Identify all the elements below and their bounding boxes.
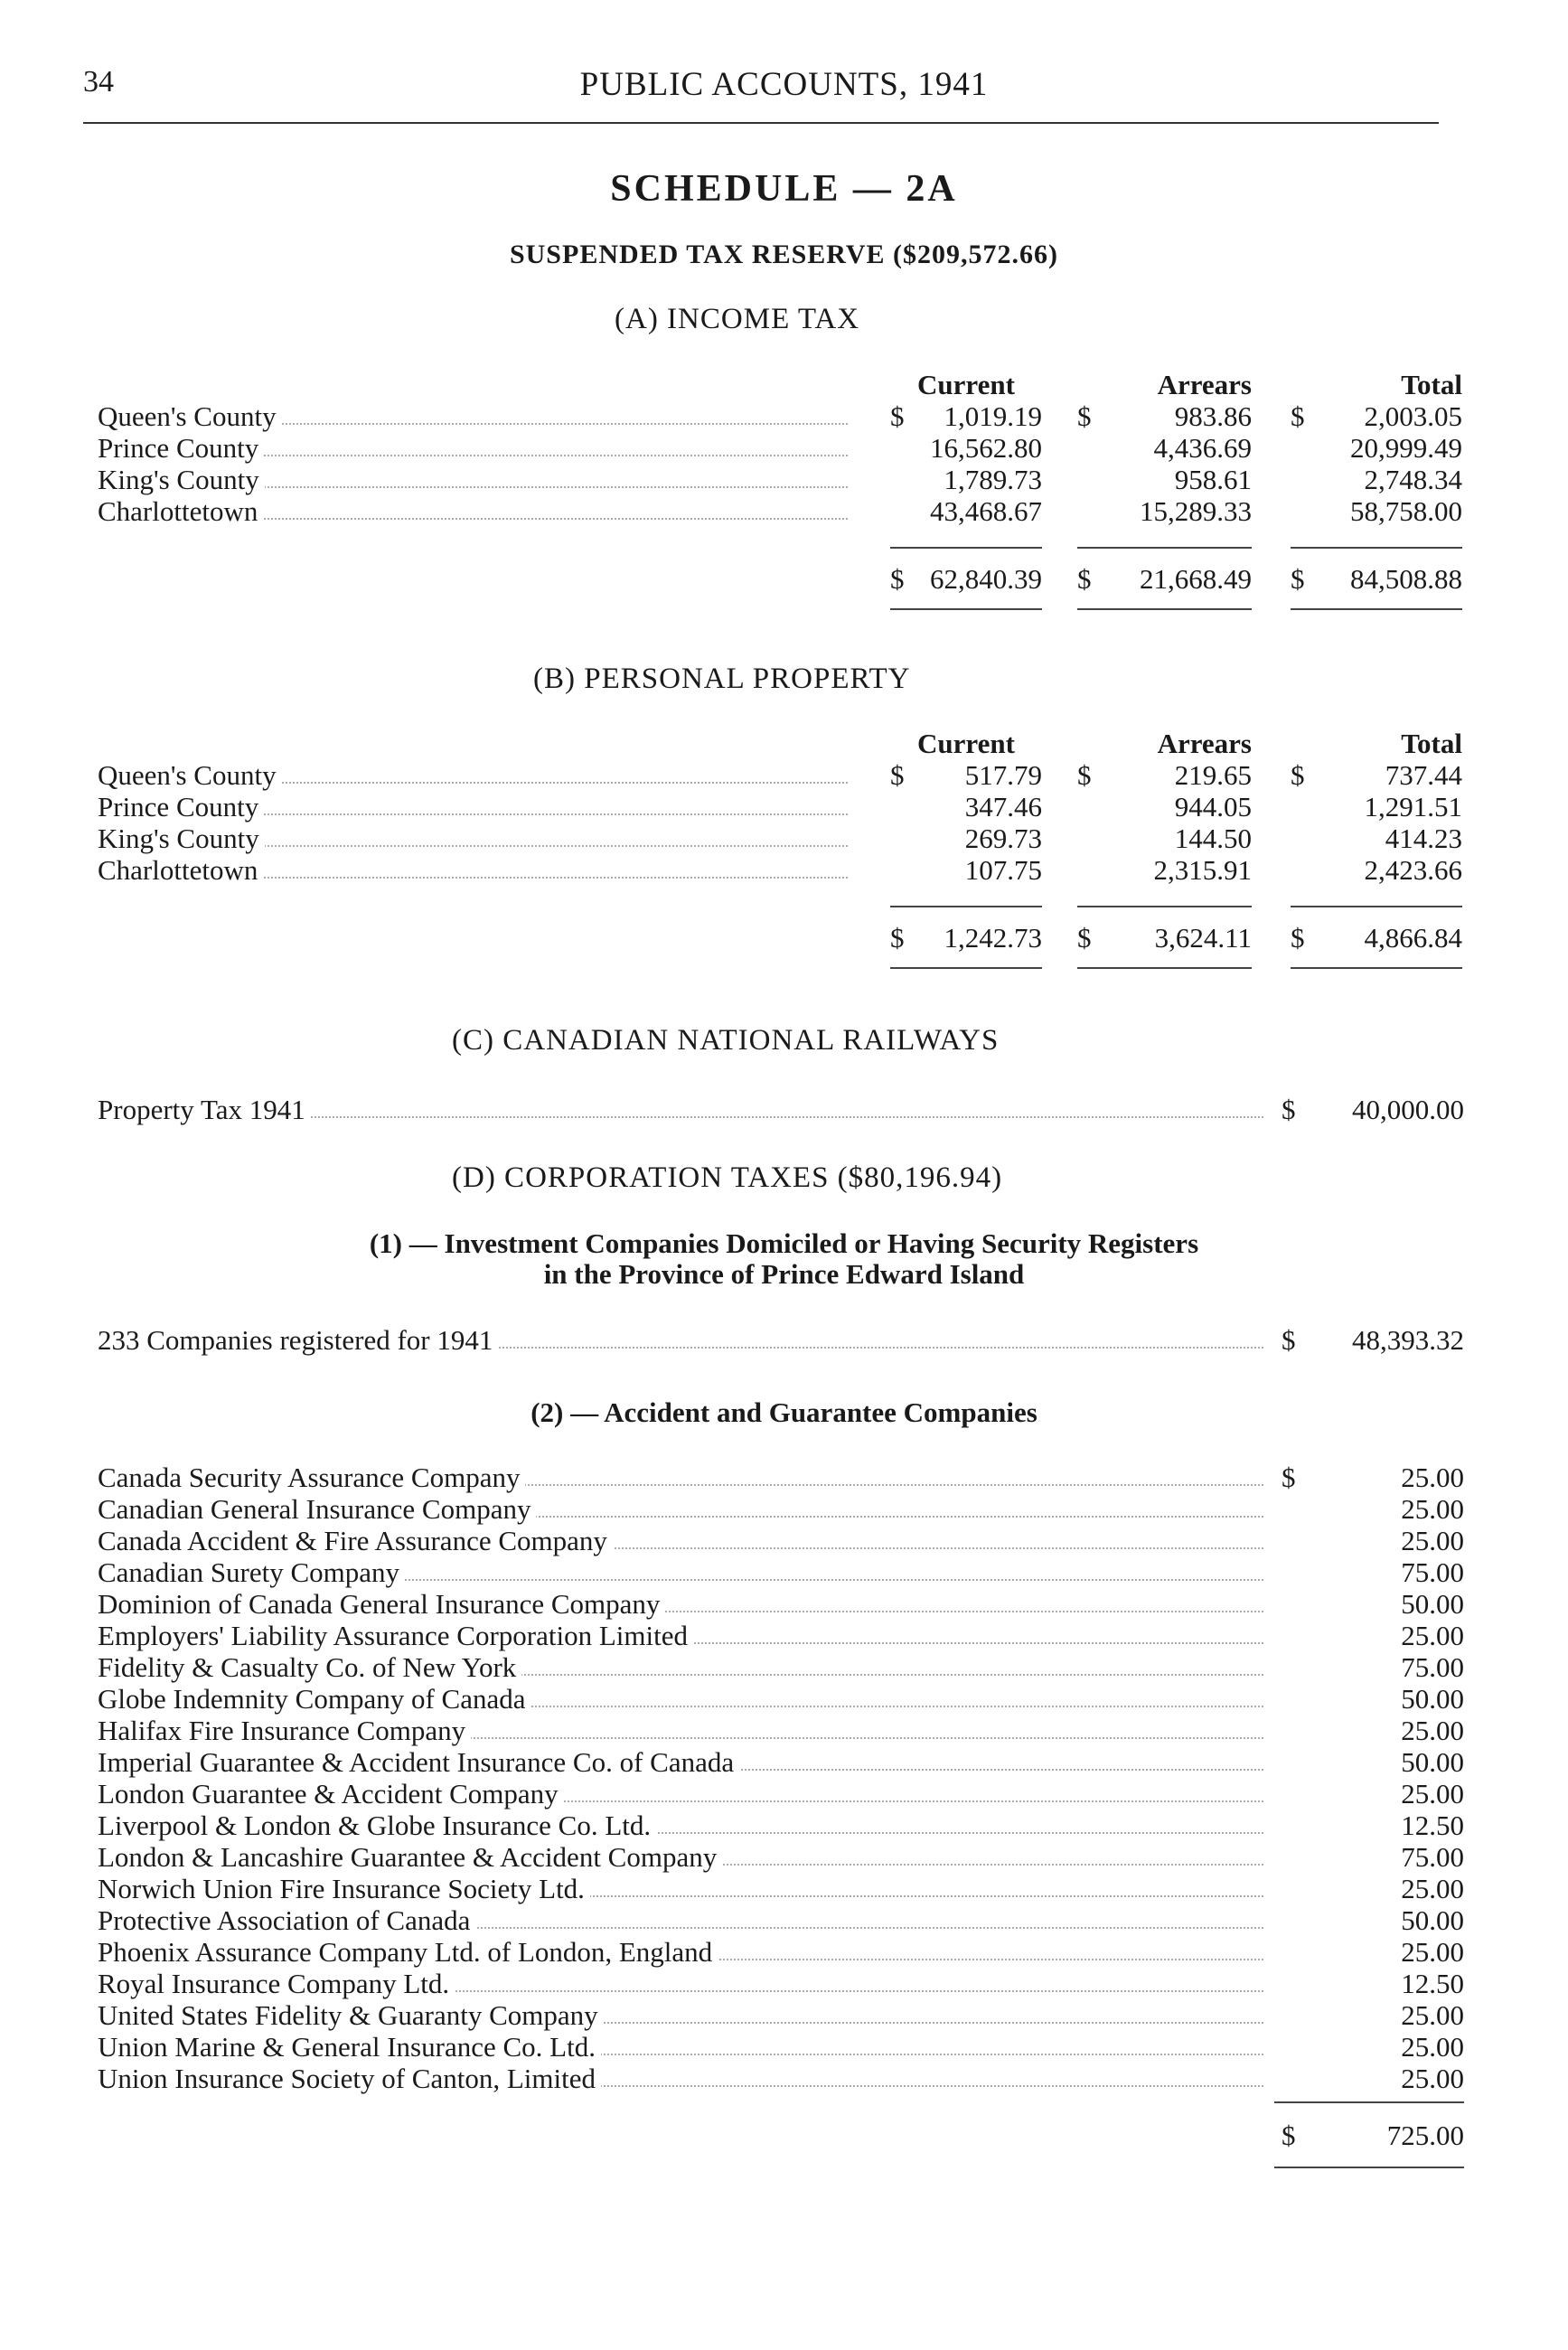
personal-property-row-label bbox=[98, 791, 848, 823]
personal-property-arrears-value: 944.05 bbox=[1174, 791, 1252, 822]
currency-symbol: $ bbox=[1077, 563, 1092, 595]
company-amount: 25.00 bbox=[1401, 1462, 1464, 1493]
personal-property-sum-rule bbox=[890, 906, 1042, 907]
investment-amount: 48,393.32 bbox=[1352, 1324, 1464, 1356]
accident-sum-rule bbox=[1274, 2101, 1464, 2103]
accident-title: (2) — Accident and Guarantee Companies bbox=[530, 1396, 1038, 1428]
currency-symbol: $ bbox=[1077, 922, 1092, 954]
income-tax-row-label bbox=[98, 464, 848, 496]
income-tax-title: (A) INCOME TAX bbox=[615, 303, 860, 335]
accident-total: 725.00 bbox=[1386, 2120, 1464, 2151]
company-amount: 50.00 bbox=[1401, 1588, 1464, 1620]
currency-symbol: $ bbox=[1282, 2120, 1296, 2151]
company-row-label bbox=[98, 1462, 1263, 1494]
company-amount: 75.00 bbox=[1401, 1651, 1464, 1683]
personal-property-current-total: 1,242.73 bbox=[944, 922, 1042, 954]
company-name: Employers' Liability Assurance Corporation Limited bbox=[98, 1620, 693, 1651]
income-tax-current-value: 16,562.80 bbox=[930, 432, 1042, 464]
schedule-title: SCHEDULE — 2A bbox=[610, 168, 958, 210]
company-amount: 25.00 bbox=[1401, 1715, 1464, 1746]
company-row-label bbox=[98, 1715, 1263, 1747]
personal-property-sum-rule bbox=[1291, 906, 1462, 907]
currency-symbol: $ bbox=[1077, 759, 1092, 791]
personal-property-total-rule bbox=[890, 967, 1042, 969]
company-amount: 25.00 bbox=[1401, 1778, 1464, 1810]
cnr-row-label bbox=[98, 1094, 1263, 1126]
personal-property-arrears-value: 219.65 bbox=[1174, 759, 1252, 791]
company-name: Imperial Guarantee & Accident Insurance Co. of Canada bbox=[98, 1746, 739, 1778]
company-name: Fidelity & Casualty Co. of New York bbox=[98, 1651, 521, 1683]
company-amount: 50.00 bbox=[1401, 1904, 1464, 1936]
company-amount: 50.00 bbox=[1401, 1683, 1464, 1715]
company-amount: 25.00 bbox=[1401, 1936, 1464, 1968]
income-tax-total-rule bbox=[1077, 608, 1252, 610]
company-name: Canadian General Insurance Company bbox=[98, 1493, 536, 1525]
investment-title-line1: (1) — Investment Companies Domiciled or Having Security Registers bbox=[369, 1227, 1199, 1259]
company-name: Dominion of Canada General Insurance Company bbox=[98, 1588, 665, 1620]
personal-property-colhead-arrears: Arrears bbox=[1157, 728, 1252, 759]
personal-property-row-label-text: King's County bbox=[98, 822, 265, 854]
company-name: Globe Indemnity Company of Canada bbox=[98, 1683, 531, 1715]
company-name: Halifax Fire Insurance Company bbox=[98, 1715, 471, 1746]
company-name: Liverpool & London & Globe Insurance Co. Ltd. bbox=[98, 1810, 656, 1841]
income-tax-arrears-value: 15,289.33 bbox=[1140, 495, 1252, 527]
company-row-label bbox=[98, 1778, 1263, 1810]
income-tax-row-label-text: Prince County bbox=[98, 432, 264, 464]
page-header-title: PUBLIC ACCOUNTS, 1941 bbox=[579, 66, 989, 103]
currency-symbol: $ bbox=[890, 922, 905, 954]
company-row-label bbox=[98, 1746, 1263, 1779]
company-row-label bbox=[98, 1493, 1263, 1526]
company-row-label bbox=[98, 2063, 1263, 2095]
header-rule bbox=[83, 122, 1439, 124]
personal-property-title: (B) PERSONAL PROPERTY bbox=[533, 663, 911, 695]
company-row-label bbox=[98, 1525, 1263, 1557]
company-amount: 25.00 bbox=[1401, 1525, 1464, 1556]
company-row-label bbox=[98, 1588, 1263, 1621]
personal-property-colhead-total: Total bbox=[1401, 728, 1462, 759]
income-tax-sum-rule bbox=[1291, 547, 1462, 549]
personal-property-arrears-value: 2,315.91 bbox=[1153, 854, 1252, 886]
company-amount: 25.00 bbox=[1401, 1873, 1464, 1904]
page-number: 34 bbox=[83, 65, 114, 99]
income-tax-arrears-value: 983.86 bbox=[1174, 400, 1252, 432]
company-amount: 75.00 bbox=[1401, 1841, 1464, 1873]
company-row-label bbox=[98, 1936, 1263, 1969]
company-row-label bbox=[98, 1873, 1263, 1905]
personal-property-total-rule bbox=[1291, 967, 1462, 969]
income-tax-current-value: 1,019.19 bbox=[944, 400, 1042, 432]
personal-property-row-label-text: Prince County bbox=[98, 791, 264, 822]
company-amount: 25.00 bbox=[1401, 2063, 1464, 2094]
income-tax-total-value: 20,999.49 bbox=[1350, 432, 1462, 464]
personal-property-total-value: 2,423.66 bbox=[1364, 854, 1462, 886]
company-row-label bbox=[98, 1904, 1263, 1937]
income-tax-current-total: 62,840.39 bbox=[930, 563, 1042, 595]
currency-symbol: $ bbox=[1282, 1094, 1296, 1125]
company-amount: 25.00 bbox=[1401, 1620, 1464, 1651]
income-tax-colhead-arrears: Arrears bbox=[1157, 369, 1252, 400]
company-row-label bbox=[98, 2031, 1263, 2063]
company-name: Norwich Union Fire Insurance Society Ltd. bbox=[98, 1873, 590, 1904]
income-tax-total-total: 84,508.88 bbox=[1350, 563, 1462, 595]
accident-total-rule bbox=[1274, 2167, 1464, 2168]
company-row-label bbox=[98, 1620, 1263, 1652]
income-tax-arrears-value: 958.61 bbox=[1174, 464, 1252, 495]
currency-symbol: $ bbox=[1282, 1462, 1296, 1493]
company-row-label bbox=[98, 1683, 1263, 1716]
income-tax-total-rule bbox=[890, 608, 1042, 610]
currency-symbol: $ bbox=[890, 759, 905, 791]
personal-property-total-value: 1,291.51 bbox=[1364, 791, 1462, 822]
company-row-label bbox=[98, 1968, 1263, 2000]
personal-property-row-label-text: Charlottetown bbox=[98, 854, 263, 886]
company-name: Canada Security Assurance Company bbox=[98, 1462, 525, 1493]
personal-property-current-value: 347.46 bbox=[964, 791, 1042, 822]
personal-property-current-value: 107.75 bbox=[964, 854, 1042, 886]
income-tax-row-label-text: King's County bbox=[98, 464, 265, 495]
company-amount: 25.00 bbox=[1401, 1999, 1464, 2031]
company-amount: 12.50 bbox=[1401, 1810, 1464, 1841]
personal-property-colhead-current: Current bbox=[917, 728, 1015, 759]
personal-property-total-value: 414.23 bbox=[1385, 822, 1462, 854]
currency-symbol: $ bbox=[1282, 1324, 1296, 1356]
schedule-subtitle: SUSPENDED TAX RESERVE ($209,572.66) bbox=[509, 240, 1059, 269]
currency-symbol: $ bbox=[1077, 400, 1092, 432]
personal-property-current-value: 269.73 bbox=[964, 822, 1042, 854]
income-tax-arrears-total: 21,668.49 bbox=[1140, 563, 1252, 595]
income-tax-sum-rule bbox=[890, 547, 1042, 549]
income-tax-total-value: 2,748.34 bbox=[1364, 464, 1462, 495]
company-name: United States Fidelity & Guaranty Company bbox=[98, 1999, 604, 2031]
company-name: Union Marine & General Insurance Co. Ltd. bbox=[98, 2031, 601, 2063]
company-amount: 12.50 bbox=[1401, 1968, 1464, 1999]
income-tax-row-label bbox=[98, 400, 848, 433]
income-tax-row-label-text: Charlottetown bbox=[98, 495, 263, 527]
income-tax-row-label bbox=[98, 495, 848, 528]
income-tax-total-rule bbox=[1291, 608, 1462, 610]
personal-property-row-label-text: Queen's County bbox=[98, 759, 282, 791]
company-name: Royal Insurance Company Ltd. bbox=[98, 1968, 455, 1999]
personal-property-arrears-total: 3,624.11 bbox=[1154, 922, 1252, 954]
currency-symbol: $ bbox=[1291, 922, 1305, 954]
company-row-label bbox=[98, 1810, 1263, 1842]
cnr-amount: 40,000.00 bbox=[1352, 1094, 1464, 1125]
income-tax-sum-rule bbox=[1077, 547, 1252, 549]
personal-property-current-value: 517.79 bbox=[964, 759, 1042, 791]
company-amount: 50.00 bbox=[1401, 1746, 1464, 1778]
company-name: Protective Association of Canada bbox=[98, 1904, 475, 1936]
currency-symbol: $ bbox=[1291, 563, 1305, 595]
personal-property-total-rule bbox=[1077, 967, 1252, 969]
income-tax-current-value: 43,468.67 bbox=[930, 495, 1042, 527]
income-tax-row-label-text: Queen's County bbox=[98, 400, 282, 432]
personal-property-total-value: 737.44 bbox=[1385, 759, 1462, 791]
company-name: Phoenix Assurance Company Ltd. of London, England bbox=[98, 1936, 718, 1968]
income-tax-colhead-total: Total bbox=[1401, 369, 1462, 400]
currency-symbol: $ bbox=[890, 400, 905, 432]
company-name: Canadian Surety Company bbox=[98, 1556, 405, 1588]
personal-property-row-label bbox=[98, 854, 848, 887]
investment-title-line2: in the Province of Prince Edward Island bbox=[543, 1258, 1025, 1290]
company-row-label bbox=[98, 1651, 1263, 1684]
income-tax-row-label bbox=[98, 432, 848, 465]
company-amount: 25.00 bbox=[1401, 1493, 1464, 1525]
company-row-label bbox=[98, 1999, 1263, 2032]
corporation-title: (D) CORPORATION TAXES ($80,196.94) bbox=[452, 1161, 1003, 1194]
company-name: Canada Accident & Fire Assurance Company bbox=[98, 1525, 613, 1556]
company-name: London Guarantee & Accident Company bbox=[98, 1778, 564, 1810]
cnr-title: (C) CANADIAN NATIONAL RAILWAYS bbox=[452, 1024, 1000, 1057]
company-row-label bbox=[98, 1556, 1263, 1589]
income-tax-total-value: 58,758.00 bbox=[1350, 495, 1462, 527]
personal-property-row-label bbox=[98, 822, 848, 855]
currency-symbol: $ bbox=[1291, 759, 1305, 791]
company-name: London & Lancashire Guarantee & Accident Company bbox=[98, 1841, 722, 1873]
personal-property-total-total: 4,866.84 bbox=[1364, 922, 1462, 954]
investment-row-label bbox=[98, 1324, 1263, 1357]
personal-property-arrears-value: 144.50 bbox=[1174, 822, 1252, 854]
currency-symbol: $ bbox=[1291, 400, 1305, 432]
income-tax-arrears-value: 4,436.69 bbox=[1153, 432, 1252, 464]
income-tax-colhead-current: Current bbox=[917, 369, 1015, 400]
income-tax-current-value: 1,789.73 bbox=[944, 464, 1042, 495]
company-name: Union Insurance Society of Canton, Limited bbox=[98, 2063, 601, 2094]
personal-property-sum-rule bbox=[1077, 906, 1252, 907]
currency-symbol: $ bbox=[890, 563, 905, 595]
cnr-label-text: Property Tax 1941 bbox=[98, 1094, 311, 1125]
income-tax-total-value: 2,003.05 bbox=[1364, 400, 1462, 432]
company-amount: 25.00 bbox=[1401, 2031, 1464, 2063]
personal-property-row-label bbox=[98, 759, 848, 792]
company-row-label bbox=[98, 1841, 1263, 1874]
company-amount: 75.00 bbox=[1401, 1556, 1464, 1588]
investment-label-text: 233 Companies registered for 1941 bbox=[98, 1324, 498, 1356]
